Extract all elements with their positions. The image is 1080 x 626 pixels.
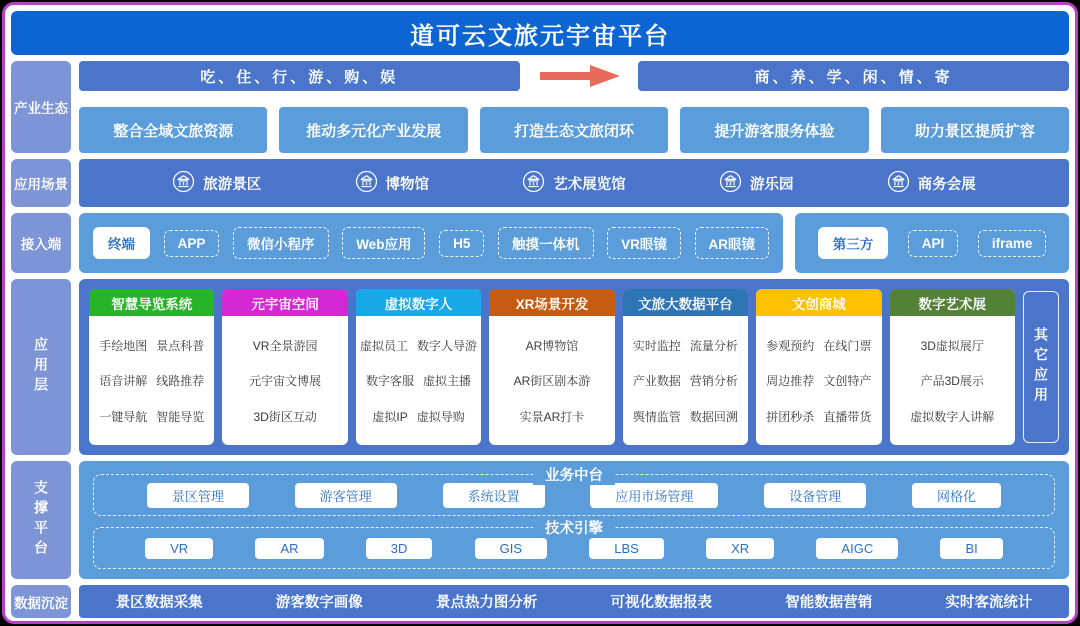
card-body: [89, 316, 214, 445]
card-item: AR博物馆: [525, 338, 579, 353]
scene-item: [887, 170, 976, 197]
access-chip-iframe: iframe: [978, 230, 1047, 257]
business-middle-platform-group: [93, 468, 1055, 516]
row-label-data: 数据沉淀: [11, 585, 71, 618]
tech-chip: LBS: [589, 538, 664, 559]
scene-item-label: 旅游景区: [203, 176, 262, 193]
card-item: 数据回溯: [689, 409, 738, 424]
card-item: 直播带货: [823, 409, 872, 424]
card-title: 文创商城: [756, 289, 881, 316]
industry-chain-strip: [79, 61, 1069, 91]
application-content: [79, 279, 1069, 455]
access-content: [79, 213, 1069, 273]
card-item: 实时监控: [632, 338, 681, 353]
row-label-scenes: 应用场景: [11, 159, 71, 207]
museum-building-icon: [887, 170, 910, 197]
application-panel: [79, 279, 1069, 455]
industry-chain-left: 吃、住、行、游、购、娱: [79, 61, 520, 91]
row-label-industry: 产业生态: [11, 61, 71, 153]
card-item: 文创特产: [823, 374, 872, 388]
benefit-box: 打造生态文旅闭环: [480, 107, 668, 153]
tech-chip: AIGC: [816, 538, 898, 559]
card-item: 产业数据: [632, 374, 681, 388]
tech-engine-group: [93, 521, 1055, 569]
tech-chip: 3D: [366, 538, 433, 559]
card-item: 语音讲解: [99, 374, 148, 388]
museum-building-icon: [719, 170, 742, 197]
access-chip-api: API: [908, 230, 959, 257]
card-body: [222, 316, 347, 445]
app-card-bigdata-platform: [623, 289, 748, 445]
card-title: 智慧导览系统: [89, 289, 214, 316]
scene-bar: [79, 159, 1069, 207]
museum-building-icon: [172, 170, 195, 197]
support-chip: 设备管理: [764, 483, 866, 508]
benefit-box: 助力景区提质扩容: [881, 107, 1069, 153]
scene-item: [355, 170, 430, 197]
card-item: 虚拟导购: [416, 409, 465, 424]
support-chip: 网格化: [912, 483, 1001, 508]
card-body: [489, 316, 614, 445]
terminal-title-chip: 终端: [93, 227, 150, 259]
card-item: 线路推荐: [156, 374, 205, 388]
museum-building-icon: [522, 170, 545, 197]
support-chip: 景区管理: [147, 483, 249, 508]
scene-item: [719, 170, 794, 197]
third-party-panel: [795, 213, 1069, 273]
platform-title: 道可云文旅元宇宙平台: [11, 11, 1069, 55]
app-card-digital-art-exhibition: [890, 289, 1015, 445]
row-application-layer: [11, 279, 1069, 455]
card-item: 产品3D展示: [920, 374, 984, 388]
tech-chip: VR: [145, 538, 213, 559]
museum-building-icon: [355, 170, 378, 197]
card-item: 手绘地图: [99, 338, 148, 353]
access-chip-h5: H5: [439, 230, 484, 257]
access-chip-app: APP: [164, 230, 220, 257]
scene-item: [522, 170, 626, 197]
card-title: 虚拟数字人: [356, 289, 481, 316]
data-item: 景点热力图分析: [435, 595, 538, 611]
row-data-sedimentation: [11, 585, 1069, 618]
third-party-title-chip: 第三方: [818, 227, 889, 259]
benefit-box: 整合全域文旅资源: [79, 107, 267, 153]
app-card-cultural-mall: [756, 289, 881, 445]
support-chip: 游客管理: [295, 483, 397, 508]
data-bar: [79, 585, 1069, 618]
scene-item-label: 艺术展览馆: [553, 176, 626, 193]
tech-chip: BI: [940, 538, 1002, 559]
row-label-application: 应用层: [11, 279, 71, 455]
industry-benefits: [79, 107, 1069, 153]
support-content: [79, 461, 1069, 579]
support-chip: 系统设置: [443, 483, 545, 508]
tech-chip: XR: [706, 538, 774, 559]
scene-item-label: 游乐园: [750, 176, 794, 193]
access-chip-vr-glasses: VR眼镜: [607, 227, 681, 259]
business-group-title: 业务中台: [533, 464, 615, 485]
card-item: 数字人导游: [417, 338, 478, 353]
app-card-smart-guide: [89, 289, 214, 445]
tech-chip: AR: [255, 538, 323, 559]
card-title: 数字艺术展: [890, 289, 1015, 316]
transform-arrow-icon: [520, 61, 639, 91]
support-chip: 应用市场管理: [590, 483, 718, 508]
card-item: 实景AR打卡: [519, 409, 585, 424]
card-item: 舆情监管: [632, 409, 681, 424]
card-item: 智能导览: [156, 409, 205, 424]
app-card-virtual-human: [356, 289, 481, 445]
access-chip-ar-glasses: AR眼镜: [695, 227, 770, 259]
card-body: [356, 316, 481, 445]
card-item: 虚拟数字人讲解: [910, 409, 995, 424]
card-title: 元宇宙空间: [222, 289, 347, 316]
card-item: 3D虚拟展厅: [920, 338, 984, 353]
data-item: 游客数字画像: [275, 595, 363, 611]
card-item: 景点科普: [156, 338, 205, 353]
card-item: 3D街区互动: [253, 409, 317, 424]
tech-group-title: 技术引擎: [533, 517, 615, 538]
app-card-metaverse-space: [222, 289, 347, 445]
row-label-access: 接入端: [11, 213, 71, 273]
benefit-box: 提升游客服务体验: [680, 107, 868, 153]
card-item: AR街区剧本游: [513, 374, 591, 388]
card-item: 拼团秒杀: [766, 409, 815, 424]
card-body: [756, 316, 881, 445]
data-item: 可视化数据报表: [610, 595, 713, 611]
card-body: [890, 316, 1015, 445]
benefit-box: 推动多元化产业发展: [279, 107, 467, 153]
scene-item: [172, 170, 261, 197]
scenes-content: [79, 159, 1069, 207]
card-item: 参观预约: [766, 338, 815, 353]
tech-chip: GIS: [475, 538, 547, 559]
card-item: 一键导航: [99, 409, 148, 424]
row-access-endpoints: [11, 213, 1069, 273]
card-item: VR全景游园: [252, 338, 318, 353]
access-chip-web: Web应用: [342, 227, 425, 259]
app-card-xr-scene: [489, 289, 614, 445]
card-item: 元宇宙文博展: [249, 374, 322, 388]
card-item: 流量分析: [689, 338, 738, 353]
card-title: XR场景开发: [489, 289, 614, 316]
card-item: 在线门票: [823, 338, 872, 353]
other-applications-box: 其它应用: [1023, 291, 1059, 443]
row-label-support: 支撑平台: [11, 461, 71, 579]
data-item: 景区数据采集: [115, 595, 203, 611]
access-chip-wechat-miniprogram: 微信小程序: [233, 227, 329, 259]
scene-item-label: 商务会展: [917, 176, 976, 193]
diagram-frame: [2, 2, 1078, 624]
support-panel: [79, 461, 1069, 579]
row-application-scenes: [11, 159, 1069, 207]
card-item: 虚拟主播: [423, 374, 472, 388]
access-chip-touch-kiosk: 触摸一体机: [498, 227, 594, 259]
row-industry-ecology: [11, 61, 1069, 153]
card-item: 虚拟IP: [372, 409, 408, 424]
industry-chain-right: 商、养、学、闲、情、寄: [638, 61, 1069, 91]
data-item: 实时客流统计: [945, 595, 1033, 611]
row-support-platform: [11, 461, 1069, 579]
card-item: 数字客服: [366, 374, 415, 388]
card-body: [623, 316, 748, 445]
card-item: 周边推荐: [766, 374, 815, 388]
terminal-panel: [79, 213, 783, 273]
card-item: 虚拟员工: [360, 338, 409, 353]
card-title: 文旅大数据平台: [623, 289, 748, 316]
card-item: 营销分析: [689, 374, 738, 388]
data-content: [79, 585, 1069, 618]
data-item: 智能数据营销: [785, 595, 873, 611]
scene-item-label: 博物馆: [385, 176, 429, 193]
industry-content: [79, 61, 1069, 153]
